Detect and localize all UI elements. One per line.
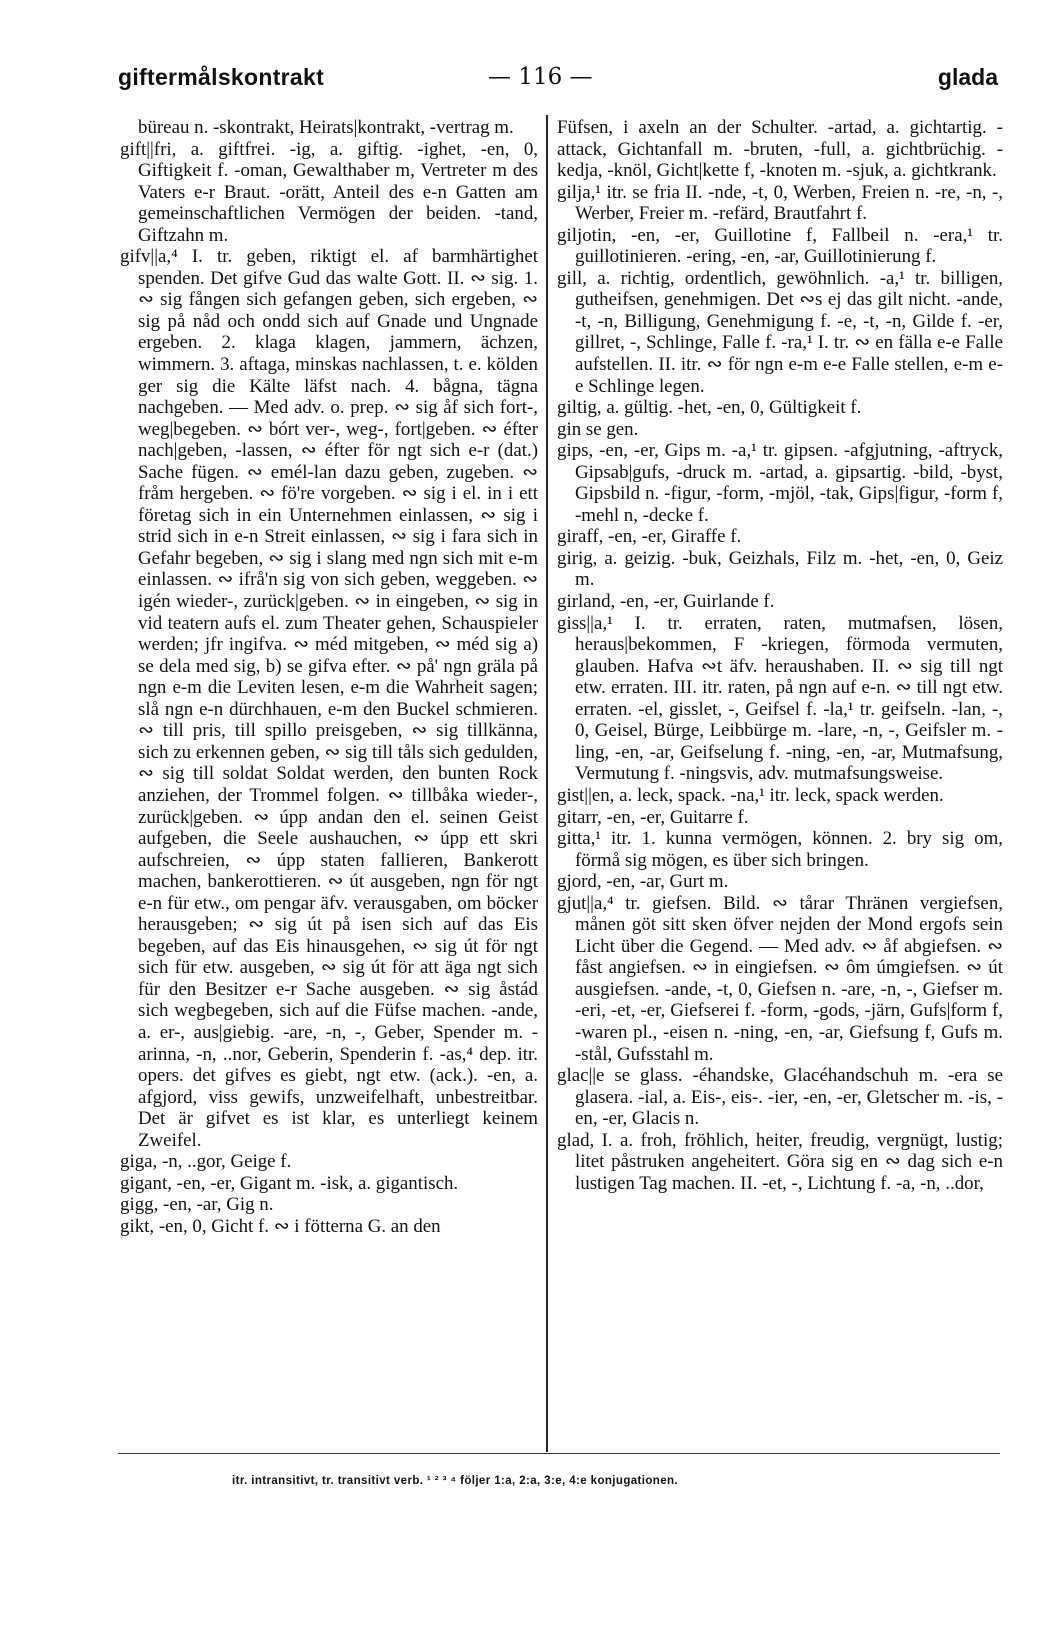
footer-rule xyxy=(118,1453,1000,1454)
entry: gitta,¹ itr. 1. kunna vermögen, können. 2. bry sig om, förmå sig mögen, es über sich bringen. xyxy=(557,828,1003,871)
entry: glac||e se glass. -éhandske, Glacéhandschuh m. -era se glasera. -ial, a. Eis-, eis-. -ier, -en, -er, Gletscher m. -is, -en, -er, Glacis n. xyxy=(557,1065,1003,1130)
entry: Füfsen, i axeln an der Schulter. -artad, a. gichtartig. -attack, Gichtanfall m. -bruten, -full, a. gichtbrüchig. -kedja, -knöl, Gicht|kette f, -knoten m. -sjuk, a. gichtkrank. xyxy=(557,117,1003,182)
entry: gill, a. richtig, ordentlich, gewöhnlich. -a,¹ tr. billigen, gutheifsen, genehmigen. Det ∾s ej das gilt nicht. -ande, -t, -n, Billigung, Genehmigung f. -e, -t, -n, Gilde f. -er, gillret, -, Schlinge, Falle f. -ra,¹ I. tr. ∾ en fälla e-e Falle aufstellen. II. itr. ∾ för ngn e-m e-e Falle stellen, e-m e-e Schlinge legen. xyxy=(557,267,1003,397)
entry: gist||en, a. leck, spack. -na,¹ itr. leck, spack werden. xyxy=(557,784,944,806)
entry: giltig, a. gültig. -het, -en, 0, Gültigkeit f. xyxy=(557,397,862,419)
entry: giss||a,¹ I. tr. erraten, raten, mutmafsen, lösen, heraus|bekommen, F -kriegen, förmoda vermuten, glauben. Hafva ∾t äfv. heraushaben. II. ∾ sig till ngt etw. erraten. III. itr. raten, på ngn auf e-n. ∾ till ngt etw. erraten. -el, gisslet, -, Geifsel f. -la,¹ tr. geifseln. -lan, -, 0, Geisel, Bürge, Leibbürge m. -lare, -n, -, Geifsler m. -ling, -en, -ar, Geifselung f. -ning, -en, -ar, Mutmafsung, Vermutung f. -ningsvis, adv. mutmafsungsweise. xyxy=(557,612,1003,785)
entry: gigant, -en, -er, Gigant m. -isk, a. gigantisch. xyxy=(120,1172,459,1194)
entry: gift||fri, a. giftfrei. -ig, a. giftig. -ighet, -en, 0, Giftigkeit f. -oman, Gewalthaber m, Vertreter m des Vaters e-r Braut. -orätt, Anteil des e-n Gatten am gemeinschaftlichen Vermögen der beiden. -tand, Giftzahn m. xyxy=(120,138,538,246)
entry: gjut||a,⁴ tr. giefsen. Bild. ∾ tårar Thränen vergiefsen, månen göt sitt sken öfver nejden der Mond ergofs sein Licht über die Gegend. — Med adv. ∾ åf abgiefsen. ∾ fåst angiefsen. ∾ in eingiefsen. ∾ ôm úmgiefsen. ∾ út ausgiefsen. -ande, -t, 0, Giefsen n. -are, -n, -, Giefser m. -eri, -et, -er, Giefserei f. -form, -gods, -järn, Gufs|form f, -waren pl., -eisen n. -ning, -en, -ar, Giefsung f, Gufs m. -stål, Gufsstahl m. xyxy=(557,892,1003,1065)
entry: gilja,¹ itr. se fria II. -nde, -t, 0, Werben, Freien n. -re, -n, -, Werber, Freier m. -refärd, Brautfahrt f. xyxy=(557,181,1003,225)
entry: gips, -en, -er, Gips m. -a,¹ tr. gipsen. -afgjutning, -aftryck, Gipsab|gufs, -druck m. -artad, a. gipsartig. -bild, -byst, Gipsbild n. -figur, -form, -mjöl, -tak, Gips|figur, -form f, -mehl n, -decke f. xyxy=(557,440,1003,526)
entry: büreau n. -skontrakt, Heirats|kontrakt, -vertrag m. xyxy=(138,117,514,138)
entry: gitarr, -en, -er, Guitarre f. xyxy=(557,806,749,828)
entry: gigg, -en, -ar, Gig n. xyxy=(120,1194,274,1216)
left-column xyxy=(120,117,538,1439)
right-column xyxy=(557,117,1003,1439)
entry: glad, I. a. froh, fröhlich, heiter, freudig, vergnügt, lustig; litet påstruken angeheitert. Göra sig en ∾ dag sich e-n lustigen Tag machen. II. -et, -, Lichtung f. -a, -n, ..dor, xyxy=(557,1129,1003,1194)
entry: gin se gen. xyxy=(557,418,639,440)
entry: giraff, -en, -er, Giraffe f. xyxy=(557,526,742,548)
entry: giga, -n, ..gor, Geige f. xyxy=(120,1151,292,1173)
entry: girland, -en, -er, Guirlande f. xyxy=(557,591,775,613)
entry: giljotin, -en, -er, Guillotine f, Fallbeil n. -era,¹ tr. guillotinieren. -ering, -en, -ar, Guillotinierung f. xyxy=(557,224,1003,268)
header-last-entry: glada xyxy=(937,64,998,90)
entry: gikt, -en, 0, Gicht f. ∾ i fötterna G. an den xyxy=(120,1215,441,1237)
entry: gjord, -en, -ar, Gurt m. xyxy=(557,871,729,893)
column-divider xyxy=(546,115,548,1452)
entry: gifv||a,⁴ I. tr. geben, riktigt el. af barmhärtighet spenden. Det gifve Gud das walte Gott. II. ∾ sig. 1. ∾ sig fången sich gefangen geben, sich ergeben, ∾ sig på nåd och ondd sich auf Gnade und Ungnade ergeben. 2. klaga klagen, jammern, ächzen, wimmern. 3. aftaga, minskas nachlassen, t. e. kölden ger sig die Kälte läfst nach. 4. bågna, tägna nachgeben. — Med adv. o. prep. ∾ sig åf sich fort-, weg|begeben. ∾ bórt ver-, weg-, fort|geben. ∾ éfter nach|geben, -lassen, ∾ éfter för ngt sich e-r (dat.) Sache fügen. ∾ emél-lan dazu geben, zugeben. ∾ fråm hergeben. ∾ fö're vorgeben. ∾ sig i el. in i ett företag sich in ein Unternehmen einlassen, ∾ sig i strid sich in e-n Streit einlassen, ∾ sig i fara sich in Gefahr begeben, ∾ sig i slang med ngn sich mit e-m einlassen. ∾ ifrå'n sig von sich geben, weggeben. ∾ igén wieder-, zurück|geben. ∾ in eingeben, ∾ sig in vid teatern aufs el. zum Theater gehen, Schauspieler werden; jfr ingifva. ∾ méd mitgeben, ∾ méd sig a) se dela med sig, b) se gifva efter. ∾ på' ngn gräla på ngn e-m die Leviten lesen, e-m die Wahrheit sagen; slå ngn e-n dürchhauen, e-m den Buckel schmieren. ∾ till pris, till spillo preisgeben, ∾ sig tillkänna, sich zu erkennen geben, ∾ sig till tåls sich gedulden, ∾ sig till soldat Soldat werden, den bunten Rock anziehen, der Trommel folgen. ∾ tillbåka wieder-, zurück|geben. ∾ úpp andan den el. seinen Geist aufgeben, die Seele aushauchen, ∾ úpp ett skri aufschreien, ∾ úpp staten fallieren, Bankerott machen, bankerottieren. ∾ út ausgeben, ngn för ngt e-n für etw., om pengar äfv. verausgaben, om böcker herausgeben; ∾ sig út på isen sich auf das Eis begeben, auf das Eis hinausgehen, ∾ sig út för ngt sich für etw. ausgeben, ∾ sig út för att äga ngt sich für den Besitzer e-r Sache ausgeben. ∾ sig åstád sich wegbegeben, sich auf die Füfse machen. -ande, a. er-, aus|giebig. -are, -n, -, Geber, Spender m. -arinna, -n, ..nor, Geberin, Spenderin f. -as,⁴ dep. itr. opers. det gifves es giebt, ngt etw. (ack.). -en, a. afgjord, viss gewifs, unzweifelhaft, unbestreitbar. Det är gifvet es ist klar, es unterliegt keinem Zweifel. xyxy=(120,246,538,1151)
header-first-entry: giftermålskontrakt xyxy=(118,64,325,90)
page-number: — 116 — xyxy=(488,64,593,90)
entry: girig, a. geizig. -buk, Geizhals, Filz m. -het, -en, 0, Geiz m. xyxy=(557,547,1003,591)
page-header xyxy=(118,64,998,104)
footer-legend: itr. intransitivt, tr. transitivt verb. ¹ ² ³ ⁴ följer 1:a, 2:a, 3:e, 4:e konjugationen. xyxy=(232,1475,679,1487)
